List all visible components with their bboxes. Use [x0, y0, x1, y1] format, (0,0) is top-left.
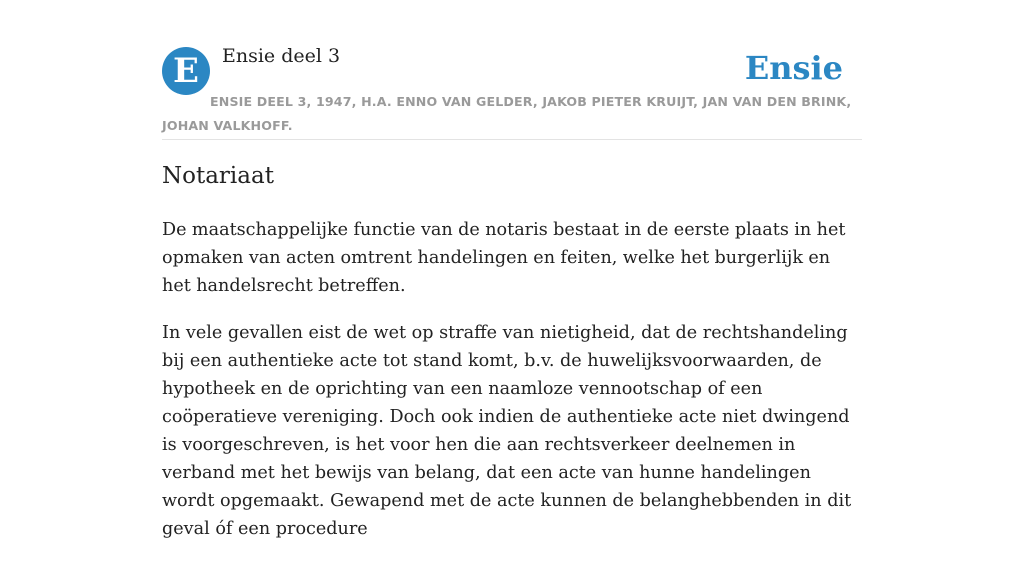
entry-body — [162, 216, 862, 562]
paragraph-2: In vele gevallen eist de wet op straffe van nietigheid, dat de rechtshandeling bij een authentieke acte tot stand komt, b.v. de huwelijksvoorwaarden, de hypotheek en de oprichting van een naamloze vennootschap of een coöperatieve vereniging. Doch ook indien de authentieke acte niet dwingend is voorgeschreven, is het voor hen die aan rechtsverkeer deelnemen in verband met het bewijs van belang, dat een acte van hunne handelingen wordt opgemaakt. Gewapend met de acte kunnen de belanghebbenden in dit geval óf een procedure — [162, 323, 852, 539]
brand-logo-link[interactable]: Ensie — [744, 49, 843, 87]
paragraph-1: De maatschappelijke functie van de notaris bestaat in de eerste plaats in het opmaken van acten omtrent handelingen en feiten, welke het burgerlijk en het handelsrecht betreffen. — [162, 220, 846, 296]
page-title: Notariaat — [162, 163, 274, 189]
header-divider — [162, 139, 862, 140]
book-meta: ENSIE DEEL 3, 1947, H.A. ENNO VAN GELDER, JAKOB PIETER KRUIJT, JAN VAN DEN BRINK, JOHAN VALKHOFF. — [162, 94, 852, 133]
ensie-logo-icon[interactable]: E — [162, 47, 210, 95]
book-title-link[interactable]: Ensie deel 3 — [222, 45, 341, 67]
